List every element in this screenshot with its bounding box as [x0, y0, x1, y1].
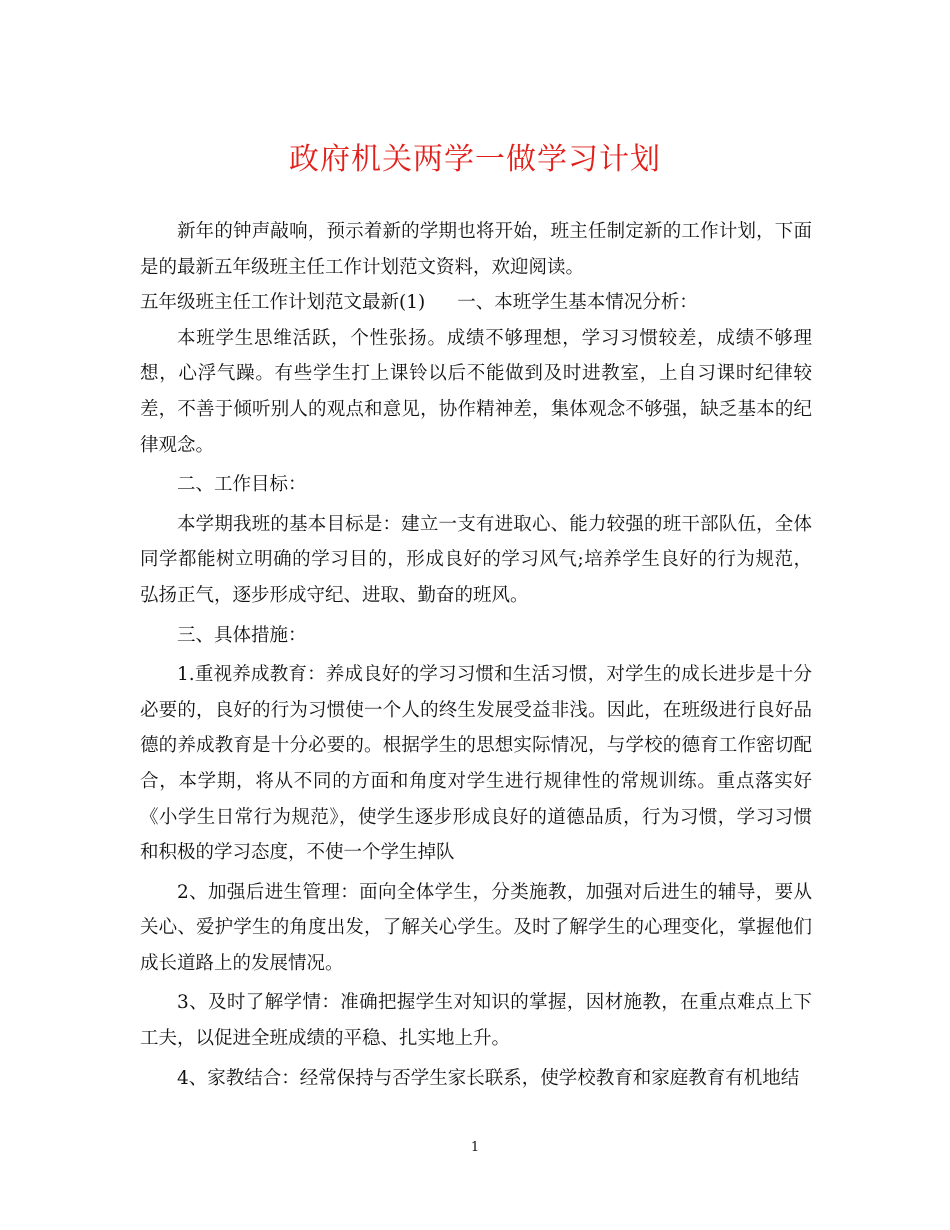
page-number: 1 [470, 1140, 480, 1155]
document-title: 政府机关两学一做学习计划 [289, 142, 661, 177]
measure-2: 2、加强后进生管理：面向全体学生，分类施教，加强对后进生的辅导，要从关心、爱护学生的角度出发，了解关心学生。及时了解学生的心理变化，掌握他们成长道路上的发展情况。 [140, 881, 812, 974]
section-heading-2: 二、工作目标： [177, 474, 307, 496]
section-heading-1: 一、本班学生基本情况分析： [457, 292, 698, 314]
paragraph-goals: 本学期我班的基本目标是：建立一支有进取心、能力较强的班干部队伍，全体同学都能树立明确的学习目的，形成良好的学习风气;培养学生良好的行为规范，弘扬正气，逐步形成守纪、进取、勤奋的班风。 [140, 513, 812, 606]
paragraph-situation: 本班学生思维活跃，个性张扬。成绩不够理想，学习习惯较差，成绩不够理想，心浮气躁。有些学生打上课铃以后不能做到及时进教室，上自习课时纪律较差，不善于倾听别人的观点和意见，协作精神差，集体观念不够强，缺乏基本的纪律观念。 [140, 327, 812, 456]
article-subheading: 五年级班主任工作计划范文最新(1) [140, 292, 426, 314]
measure-1: 1.重视养成教育：养成良好的学习习惯和生活习惯，对学生的成长进步是十分必要的，良好的行为习惯使一个人的终生发展受益非浅。因此，在班级进行良好品德的养成教育是十分必要的。根据学生的思想实际情况，与学校的德育工作密切配合，本学期，将从不同的方面和角度对学生进行规律性的常规训练。重点落实好《小学生日常行为规范》，使学生逐步形成良好的道德品质，行为习惯，学习习惯和积极的学习态度，不使一个学生掉队 [140, 664, 812, 864]
section-heading-line [140, 285, 812, 321]
measure-4: 4、家教结合：经常保持与否学生家长联系，使学校教育和家庭教育有机地结 [177, 1067, 800, 1089]
intro-paragraph: 新年的钟声敲响，预示着新的学期也将开始，班主任制定新的工作计划，下面是的最新五年级班主任工作计划范文资料，欢迎阅读。 [140, 221, 812, 278]
measure-3: 3、及时了解学情：准确把握学生对知识的掌握，因材施教，在重点难点上下工夫，以促进全班成绩的平稳、扎实地上升。 [140, 992, 812, 1050]
document-body [140, 214, 812, 1096]
section-heading-3: 三、具体措施： [177, 624, 307, 646]
